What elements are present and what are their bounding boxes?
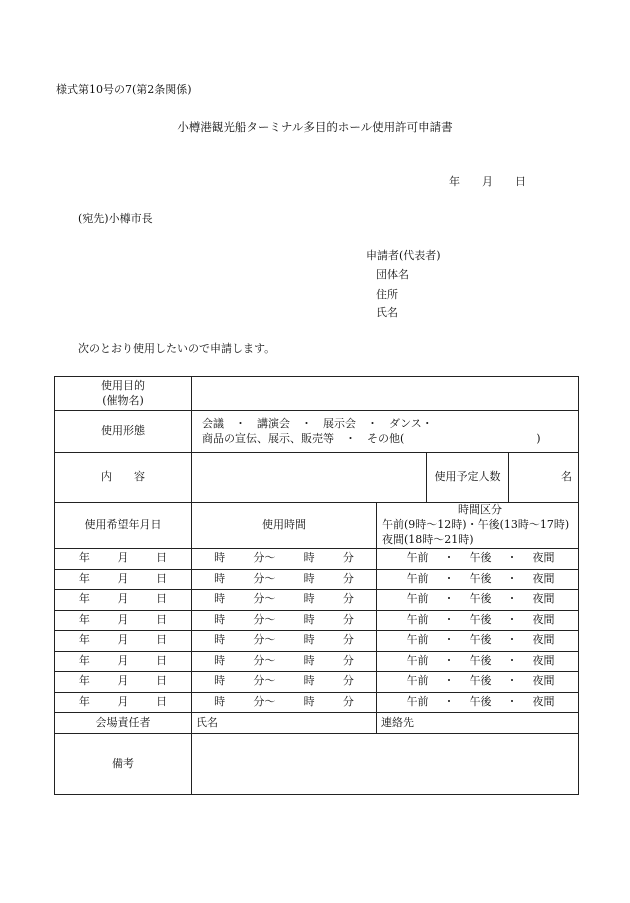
period-cell[interactable] [377,590,579,611]
hour-label: 時 [214,694,226,708]
attendance-unit: 名 [561,470,572,484]
usage-form-row [55,411,579,453]
period-title: 時間区分 [458,503,502,517]
period-separator: ・ [443,571,455,585]
minute-from-label: 分～ [253,612,276,626]
schedule-row [55,549,579,570]
period-pm: 午後 [469,551,492,565]
schedule-row [55,692,579,713]
date-cell[interactable] [55,651,192,672]
month-label: 月 [117,612,129,626]
hour-label: 時 [303,694,315,708]
year-label: 年 [78,612,90,626]
day-label: 日 [156,612,168,626]
period-separator: ・ [443,633,455,647]
period-separator: ・ [506,612,518,626]
purpose-label-line2: (催物名) [102,393,144,407]
period-night: 夜間 [532,612,555,626]
period-am: 午前 [406,674,429,688]
hour-label: 時 [303,592,315,606]
minute-label: 分 [342,674,354,688]
period-line-2: 夜間(18時～21時) [382,532,474,546]
period-night: 夜間 [532,551,555,565]
minute-from-label: 分～ [253,592,276,606]
usage-form-options[interactable] [192,411,579,453]
schedule-row [55,590,579,611]
year-label: 年 [78,694,90,708]
hour-label: 時 [303,674,315,688]
minute-from-label: 分～ [253,694,276,708]
hour-label: 時 [214,653,226,667]
contact-label: 連絡先 [381,715,414,729]
month-label: 月 [117,633,129,647]
year-label: 年 [78,551,90,565]
month-label: 月 [117,571,129,585]
month-label: 月 [117,674,129,688]
remarks-label: 備考 [55,734,192,795]
hour-label: 時 [214,592,226,606]
period-am: 午前 [406,653,429,667]
date-cell[interactable] [55,672,192,693]
day-label: 日 [156,551,168,565]
period-night: 夜間 [532,653,555,667]
time-cell[interactable] [192,631,377,652]
date-month: 月 [482,175,493,188]
minute-from-label: 分～ [253,653,276,667]
application-date [449,176,526,187]
date-cell[interactable] [55,590,192,611]
period-separator: ・ [443,674,455,688]
minute-label: 分 [342,694,354,708]
time-cell[interactable] [192,610,377,631]
hour-label: 時 [214,633,226,647]
minute-label: 分 [342,551,354,565]
period-pm: 午後 [469,571,492,585]
schedule-header-row [55,503,579,549]
purpose-label-line1: 使用目的 [101,378,145,392]
period-cell[interactable] [377,651,579,672]
schedule-row [55,651,579,672]
month-label: 月 [117,551,129,565]
manager-row [55,713,579,734]
content-field[interactable] [192,453,427,503]
time-column-header: 使用時間 [192,503,377,549]
contact-field[interactable] [377,713,579,734]
period-pm: 午後 [469,612,492,626]
manager-name-label: 氏名 [196,715,218,729]
day-label: 日 [156,653,168,667]
period-separator: ・ [443,592,455,606]
form-number: 様式第10号の7(第2条関係) [56,83,192,96]
applicant-name-label: 氏名 [376,306,398,319]
purpose-row [55,377,579,411]
addressee: (宛先)小樽市長 [78,212,153,225]
period-cell[interactable] [377,672,579,693]
year-label: 年 [78,633,90,647]
schedule-row [55,610,579,631]
period-pm: 午後 [469,653,492,667]
applicant-address-label: 住所 [376,288,398,301]
date-column-header: 使用希望年月日 [55,503,192,549]
page-title: 小樽港観光船ターミナル多目的ホール使用許可申請書 [177,120,453,134]
period-night: 夜間 [532,592,555,606]
period-pm: 午後 [469,592,492,606]
period-separator: ・ [443,551,455,565]
date-cell[interactable] [55,631,192,652]
date-day: 日 [515,175,526,188]
purpose-label [55,377,192,411]
period-separator: ・ [443,612,455,626]
period-cell[interactable] [377,569,579,590]
content-row [55,453,579,503]
minute-label: 分 [342,612,354,626]
month-label: 月 [117,592,129,606]
month-label: 月 [117,653,129,667]
time-cell[interactable] [192,651,377,672]
period-cell[interactable] [377,549,579,570]
minute-from-label: 分～ [253,674,276,688]
period-am: 午前 [406,592,429,606]
period-line-1: 午前(9時～12時)・午後(13時～17時) [382,518,570,532]
hour-label: 時 [303,633,315,647]
date-year: 年 [449,175,460,188]
period-separator: ・ [443,694,455,708]
hour-label: 時 [303,551,315,565]
minute-from-label: 分～ [253,633,276,647]
manager-label: 会場責任者 [55,713,192,734]
usage-form-options-line1: 会議 ・ 講演会 ・ 展示会 ・ ダンス・ [202,416,433,430]
period-separator: ・ [506,551,518,565]
period-night: 夜間 [532,694,555,708]
period-separator: ・ [506,653,518,667]
attendance-label: 使用予定人数 [427,453,509,503]
content-label: 内 容 [55,453,192,503]
applicant-heading: 申請者(代表者) [366,249,441,262]
minute-label: 分 [342,633,354,647]
date-cell[interactable] [55,692,192,713]
day-label: 日 [156,633,168,647]
minute-label: 分 [342,592,354,606]
period-separator: ・ [506,674,518,688]
period-am: 午前 [406,694,429,708]
time-cell[interactable] [192,672,377,693]
day-label: 日 [156,592,168,606]
date-cell[interactable] [55,549,192,570]
minute-from-label: 分～ [253,571,276,585]
purpose-field[interactable] [192,377,579,411]
period-separator: ・ [443,653,455,667]
period-night: 夜間 [532,571,555,585]
minute-label: 分 [342,653,354,667]
manager-name-field[interactable] [192,713,377,734]
period-am: 午前 [406,633,429,647]
time-cell[interactable] [192,569,377,590]
period-separator: ・ [506,633,518,647]
period-cell[interactable] [377,692,579,713]
period-pm: 午後 [469,633,492,647]
usage-form-options-line2: 商品の宣伝、展示、販売等 ・ その他( ) [202,431,541,445]
schedule-row [55,569,579,590]
usage-form-label: 使用形態 [55,411,192,453]
hour-label: 時 [214,551,226,565]
schedule-row [55,631,579,652]
time-cell[interactable] [192,549,377,570]
hour-label: 時 [303,612,315,626]
time-cell[interactable] [192,590,377,611]
month-label: 月 [117,694,129,708]
day-label: 日 [156,674,168,688]
period-cell[interactable] [377,631,579,652]
remarks-row [55,734,579,795]
period-night: 夜間 [532,674,555,688]
hour-label: 時 [303,571,315,585]
period-column-header [377,503,579,549]
period-am: 午前 [406,551,429,565]
remarks-field[interactable] [192,734,579,795]
application-table [54,376,579,795]
year-label: 年 [78,653,90,667]
hour-label: 時 [214,571,226,585]
period-pm: 午後 [469,674,492,688]
time-cell[interactable] [192,692,377,713]
period-pm: 午後 [469,694,492,708]
applicant-organization-label: 団体名 [376,268,409,281]
period-am: 午前 [406,571,429,585]
hour-label: 時 [214,674,226,688]
intro-text: 次のとおり使用したいので申請します。 [78,342,276,355]
period-separator: ・ [506,592,518,606]
schedule-row [55,672,579,693]
period-separator: ・ [506,571,518,585]
hour-label: 時 [214,612,226,626]
year-label: 年 [78,674,90,688]
period-night: 夜間 [532,633,555,647]
hour-label: 時 [303,653,315,667]
year-label: 年 [78,571,90,585]
date-cell[interactable] [55,610,192,631]
year-label: 年 [78,592,90,606]
attendance-field[interactable] [509,453,579,503]
minute-label: 分 [342,571,354,585]
minute-from-label: 分～ [253,551,276,565]
date-cell[interactable] [55,569,192,590]
day-label: 日 [156,571,168,585]
period-separator: ・ [506,694,518,708]
period-am: 午前 [406,612,429,626]
period-cell[interactable] [377,610,579,631]
day-label: 日 [156,694,168,708]
